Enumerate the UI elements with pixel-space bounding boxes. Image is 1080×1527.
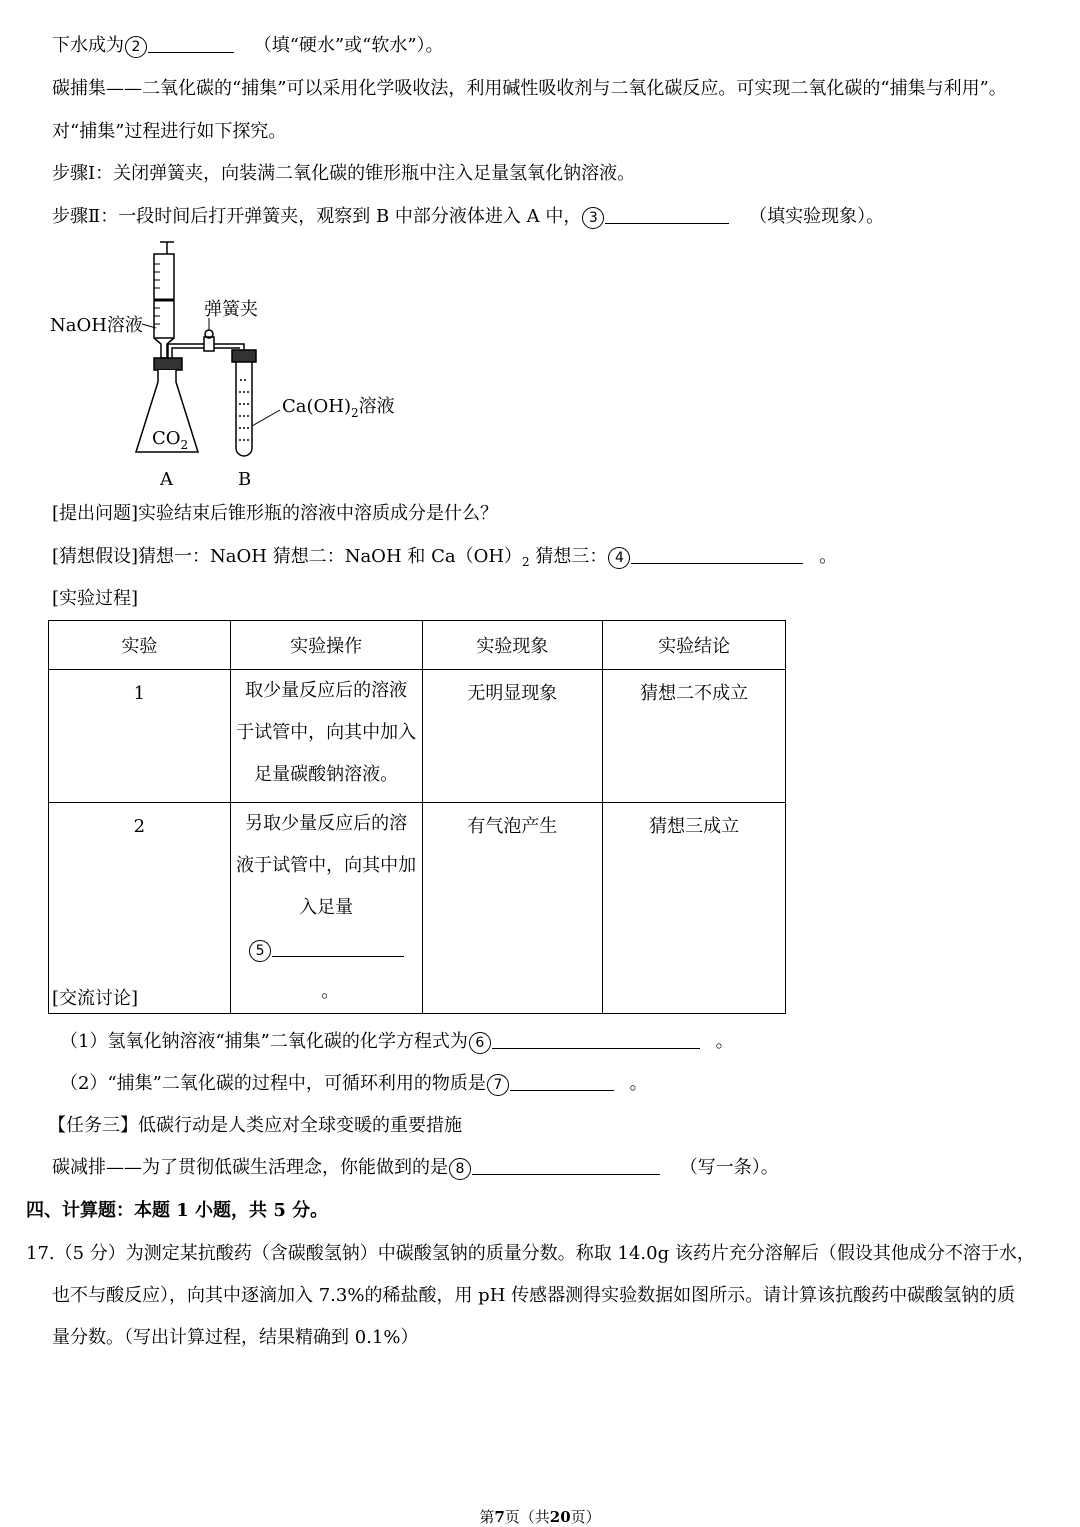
apparatus-diagram xyxy=(48,240,408,495)
table-cell: 1 xyxy=(49,670,231,803)
discussion-1 xyxy=(60,1030,734,1054)
task-3-title: 【任务三】低碳行动是人类应对全球变暖的重要措施 xyxy=(48,1115,462,1136)
label-a: A xyxy=(160,469,173,490)
table-header-row xyxy=(49,621,786,670)
text: （写一条）。 xyxy=(679,1157,779,1178)
line-2: 碳捕集——二氧化碳的“捕集”可以采用化学吸收法，利用碱性吸收剂与二氧化碳反应。可实现二氧化碳的“捕集与利用”。 xyxy=(52,78,1007,99)
text: （填“硬水”或“软水”）。 xyxy=(253,35,444,56)
subscript: 2 xyxy=(522,555,530,569)
table-cell: 有气泡产生 xyxy=(422,803,603,1014)
discussion-2 xyxy=(60,1072,648,1096)
answer-blank[interactable] xyxy=(492,1030,700,1049)
experiment-table xyxy=(48,620,786,1014)
table-cell: 猜想二不成立 xyxy=(603,670,786,803)
table-cell: 无明显现象 xyxy=(422,670,603,803)
process-title: [实验过程] xyxy=(52,588,139,609)
text: 碳减排——为了贯彻低碳生活理念，你能做到的是 xyxy=(52,1157,448,1178)
text: （2）“捕集”二氧化碳的过程中，可循环利用的物质是 xyxy=(60,1073,486,1094)
discussion-title: [交流讨论] xyxy=(52,988,139,1009)
line-4: 步骤Ⅰ：关闭弹簧夹，向装满二氧化碳的锥形瓶中注入足量氢氧化钠溶液。 xyxy=(52,163,636,184)
page-total: 20 xyxy=(549,1508,571,1526)
table-cell: 取少量反应后的溶液 于试管中，向其中加入 足量碳酸钠溶液。 xyxy=(230,670,422,803)
question-line: [提出问题]实验结束后锥形瓶的溶液中溶质成分是什么？ xyxy=(52,503,499,524)
answer-blank[interactable] xyxy=(631,545,803,564)
table-header: 实验 xyxy=(49,621,231,670)
q17-line-3: 量分数。（写出计算过程，结果精确到 0.1%） xyxy=(52,1327,419,1348)
text: [猜想假设]猜想一：NaOH 猜想二：NaOH 和 Ca（OH） xyxy=(52,546,523,567)
page-footer: 第7页（共20页） xyxy=(479,1508,601,1526)
table-cell: 另取少量反应后的溶 液于试管中，向其中加 入足量 5 。 xyxy=(230,803,422,1014)
co2-label: $CO_2$ xyxy=(152,428,189,452)
task-3-line xyxy=(52,1156,779,1180)
circled-number: 8 xyxy=(449,1158,471,1180)
text: 步骤Ⅱ：一段时间后打开弹簧夹，观察到 B 中部分液体进入 A 中， xyxy=(52,206,582,227)
text: （填实验现象）。 xyxy=(749,206,885,227)
circled-number: 4 xyxy=(608,547,630,569)
q17-line-2: 也不与酸反应），向其中逐滴加入 7.3%的稀盐酸，用 pH 传感器测得实验数据如图所示。请计算该抗酸药中碳酸氢钠的质 xyxy=(52,1285,1016,1306)
text: 。 xyxy=(819,546,838,567)
line-1 xyxy=(52,34,444,58)
table-header: 实验操作 xyxy=(230,621,422,670)
answer-blank[interactable] xyxy=(148,34,234,53)
circled-number: 2 xyxy=(125,36,147,58)
table-cell: 2 xyxy=(49,803,231,1014)
table-cell: 猜想三成立 xyxy=(603,803,786,1014)
q17-line-1: 17.（5 分）为测定某抗酸药（含碳酸氢钠）中碳酸氢钠的质量分数。称取 14.0g 该药片充分溶解后（假设其他成分不溶于水， xyxy=(26,1243,1035,1264)
label-b: B xyxy=(238,469,252,490)
table-header: 实验结论 xyxy=(603,621,786,670)
circled-number: 7 xyxy=(487,1074,509,1096)
clamp-label: 弹簧夹 xyxy=(204,299,258,320)
text: 。 xyxy=(629,1073,648,1094)
caoh-label: $Ca(OH)_2$溶液 xyxy=(282,396,395,420)
page-number: 7 xyxy=(494,1508,505,1526)
circled-number: 5 xyxy=(249,940,271,962)
text: 下水成为 xyxy=(52,35,124,56)
answer-blank[interactable] xyxy=(510,1072,614,1091)
syringe-icon xyxy=(154,242,174,358)
text: （1）氢氧化钠溶液“捕集”二氧化碳的化学方程式为 xyxy=(60,1031,468,1052)
table-row xyxy=(49,803,786,1014)
table-row xyxy=(49,670,786,803)
text: 猜想三： xyxy=(529,546,608,567)
answer-blank[interactable] xyxy=(472,1156,660,1175)
line-5 xyxy=(52,205,884,229)
answer-blank[interactable] xyxy=(605,205,729,224)
text: 。 xyxy=(715,1031,734,1052)
table-header: 实验现象 xyxy=(422,621,603,670)
section-4-heading: 四、计算题：本题 1 小题，共 5 分。 xyxy=(26,1200,329,1221)
test-tube-icon xyxy=(232,350,256,456)
circled-number: 6 xyxy=(469,1032,491,1054)
answer-blank[interactable] xyxy=(272,938,404,957)
hypothesis-line xyxy=(52,545,837,574)
line-3: 对“捕集”过程进行如下探究。 xyxy=(52,121,287,142)
naoh-label: NaOH溶液 xyxy=(50,315,143,336)
circled-number: 3 xyxy=(582,207,604,229)
